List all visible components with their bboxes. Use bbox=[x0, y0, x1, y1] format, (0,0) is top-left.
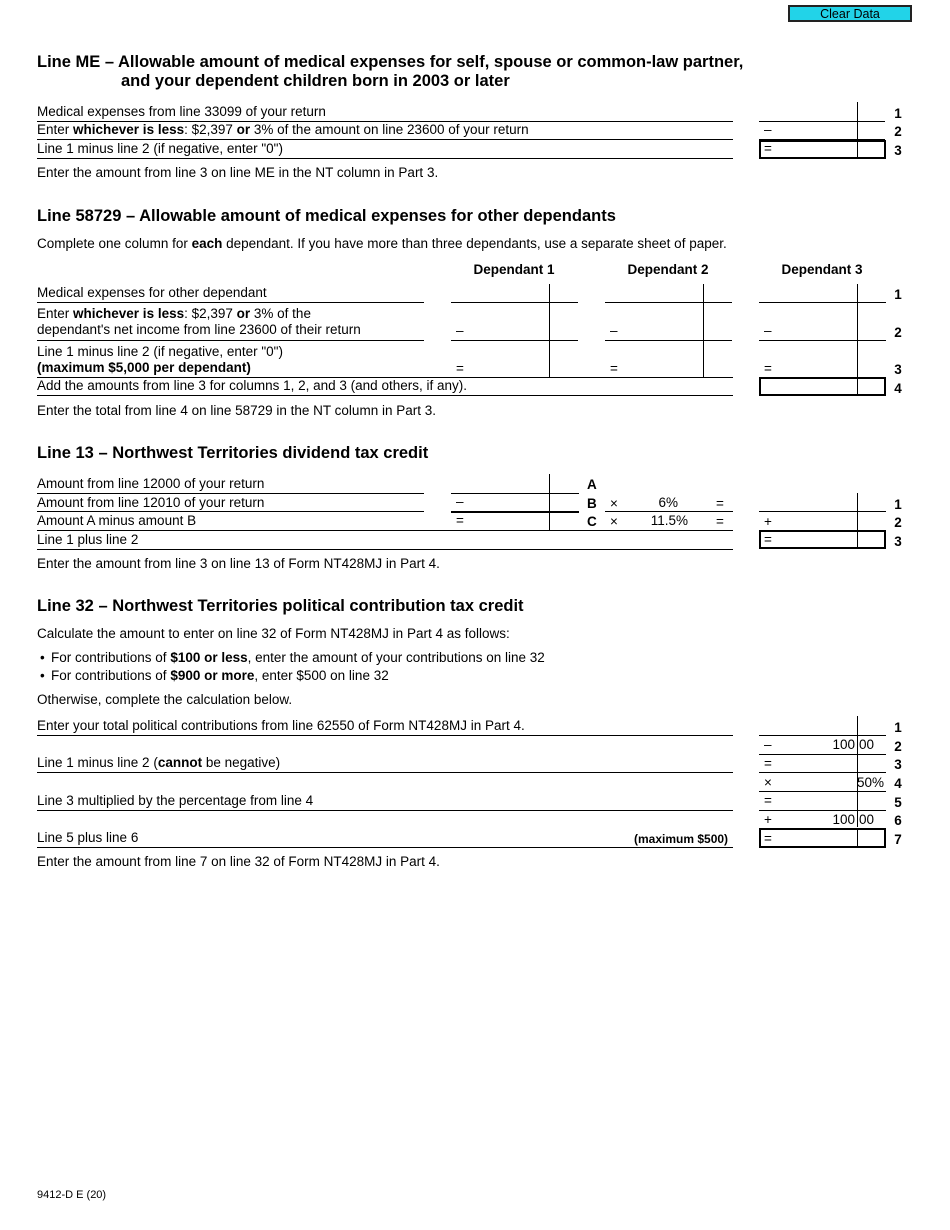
l13-amount-c-input[interactable] bbox=[451, 530, 579, 531]
l13-line3-box[interactable] bbox=[759, 530, 886, 549]
me-row1-label: Medical expenses from line 33099 of your return bbox=[37, 104, 326, 119]
section-13-title: Line 13 – Northwest Territories dividend tax credit bbox=[37, 444, 429, 462]
l32-note: Enter the amount from line 7 on line 32 of Form NT428MJ in Part 4. bbox=[37, 854, 440, 869]
form-code-footer: 9412-D E (20) bbox=[37, 1189, 107, 1201]
equals-sign: = bbox=[764, 532, 772, 547]
d-line4-total-box[interactable] bbox=[759, 377, 886, 396]
d-row3-label: Line 1 minus line 2 (if negative, enter "0") bbox=[37, 344, 283, 359]
l32-row7-label: Line 5 plus line 6 bbox=[37, 830, 139, 845]
bullet-icon: • bbox=[40, 668, 45, 683]
section-32-title: Line 32 – Northwest Territories political contribution tax credit bbox=[37, 597, 524, 615]
line-number: 7 bbox=[894, 832, 902, 847]
section-58729-title: Line 58729 – Allowable amount of medical expenses for other dependants bbox=[37, 207, 616, 225]
minus-sign: – bbox=[764, 737, 772, 752]
l32-otherwise: Otherwise, complete the calculation below. bbox=[37, 692, 293, 707]
l13-row3-label: Amount A minus amount B bbox=[37, 513, 197, 528]
l32-line6-dollars: 100 bbox=[832, 812, 855, 827]
l32-bullet1: For contributions of $100 or less, enter the amount of your contributions on line 32 bbox=[51, 650, 545, 665]
line-number: 3 bbox=[894, 362, 902, 377]
l32-line6-cents: 00 bbox=[859, 812, 875, 827]
equals-sign: = bbox=[456, 361, 464, 376]
dependant1-line3-input[interactable] bbox=[451, 377, 578, 378]
letter-a: A bbox=[587, 477, 597, 492]
me-row3-label: Line 1 minus line 2 (if negative, enter "0") bbox=[37, 141, 283, 156]
letter-b: B bbox=[587, 496, 597, 511]
minus-sign: – bbox=[610, 323, 618, 338]
times-sign: × bbox=[764, 775, 772, 790]
line-number: 5 bbox=[894, 795, 902, 810]
l32-line2-input[interactable] bbox=[759, 754, 886, 755]
d-note: Enter the total from line 4 on line 58729 in the NT column in Part 3. bbox=[37, 403, 436, 418]
l32-line3-input[interactable] bbox=[759, 772, 886, 773]
d-row4-label: Add the amounts from line 3 for columns 1, 2, and 3 (and others, if any). bbox=[37, 378, 467, 393]
minus-sign: – bbox=[764, 323, 772, 338]
equals-sign: = bbox=[716, 496, 724, 511]
me-row2-label: Enter whichever is less: $2,397 or 3% of the amount on line 23600 of your return bbox=[37, 122, 529, 137]
l32-line7-box[interactable] bbox=[759, 828, 886, 848]
col-header-dependant-2: Dependant 2 bbox=[627, 262, 709, 277]
l32-row1-label: Enter your total political contributions from line 62550 of Form NT428MJ in Part 4. bbox=[37, 718, 525, 733]
l32-maximum: (maximum $500) bbox=[634, 832, 729, 846]
plus-sign: + bbox=[764, 812, 772, 827]
l13-row1-label: Amount from line 12000 of your return bbox=[37, 476, 265, 491]
l32-row3-label: Line 1 minus line 2 (cannot be negative) bbox=[37, 755, 281, 770]
l32-line2-dollars: 100 bbox=[832, 737, 855, 752]
l13-note: Enter the amount from line 3 on line 13 of Form NT428MJ in Part 4. bbox=[37, 556, 440, 571]
minus-sign: – bbox=[456, 323, 464, 338]
equals-sign: = bbox=[456, 513, 464, 528]
line-number: 2 bbox=[894, 739, 902, 754]
line-number: 4 bbox=[894, 776, 902, 791]
l32-line4-percent: 50% bbox=[856, 775, 884, 790]
equals-sign: = bbox=[764, 361, 772, 376]
l13-amount-a-input[interactable] bbox=[451, 493, 579, 494]
dependant2-line2-input[interactable] bbox=[605, 340, 732, 341]
dependant1-line2-input[interactable] bbox=[451, 340, 578, 341]
l32-line1-input[interactable] bbox=[759, 735, 886, 736]
line-number: 3 bbox=[894, 143, 902, 158]
d-row2-label: Enter whichever is less: $2,397 or 3% of the bbox=[37, 306, 311, 321]
line-number: 2 bbox=[894, 515, 902, 530]
l32-line4-input[interactable] bbox=[759, 791, 886, 792]
l32-intro: Calculate the amount to enter on line 32 of Form NT428MJ in Part 4 as follows: bbox=[37, 626, 510, 641]
equals-sign: = bbox=[764, 141, 772, 156]
d-row3-label-cont: (maximum $5,000 per dependant) bbox=[37, 360, 251, 375]
minus-sign: – bbox=[456, 494, 464, 509]
bullet-icon: • bbox=[40, 650, 45, 665]
line-number: 4 bbox=[894, 381, 902, 396]
minus-sign: – bbox=[764, 122, 772, 137]
dependant3-line2-input[interactable] bbox=[759, 340, 886, 341]
section-me-title: Line ME – Allowable amount of medical expenses for self, spouse or common-law partner, bbox=[37, 53, 744, 71]
l32-line2-cents: 00 bbox=[859, 737, 875, 752]
letter-c: C bbox=[587, 514, 597, 529]
dependant3-line1-input[interactable] bbox=[759, 302, 886, 303]
times-sign: × bbox=[610, 496, 618, 511]
equals-sign: = bbox=[610, 361, 618, 376]
me-line1-input[interactable] bbox=[759, 121, 885, 122]
line-number: 2 bbox=[894, 124, 902, 139]
d-row1-label: Medical expenses for other dependant bbox=[37, 285, 267, 300]
section-58729-intro: Complete one column for each dependant. If you have more than three dependants, use a separate sheet of paper. bbox=[37, 236, 727, 251]
line-number: 1 bbox=[894, 106, 902, 121]
line-number: 3 bbox=[894, 534, 902, 549]
line-number: 6 bbox=[894, 813, 902, 828]
equals-sign: = bbox=[716, 514, 724, 529]
col-header-dependant-3: Dependant 3 bbox=[781, 262, 863, 277]
line-number: 2 bbox=[894, 325, 902, 340]
l13-amount-b-input[interactable] bbox=[451, 511, 579, 513]
l32-bullet2: For contributions of $900 or more, enter $500 on line 32 bbox=[51, 668, 389, 683]
l13-line1-input[interactable] bbox=[759, 511, 886, 512]
d-row2-label-cont: dependant's net income from line 23600 of their return bbox=[37, 322, 361, 337]
line-number: 1 bbox=[894, 497, 902, 512]
line-number: 3 bbox=[894, 757, 902, 772]
section-me-title-cont: and your dependent children born in 2003 or later bbox=[121, 72, 510, 90]
clear-data-button[interactable]: Clear Data bbox=[788, 5, 912, 22]
equals-sign: = bbox=[764, 831, 772, 846]
l13-row2-label: Amount from line 12010 of your return bbox=[37, 495, 265, 510]
rate-c: 11.5% bbox=[650, 513, 688, 528]
line-number: 1 bbox=[894, 720, 902, 735]
col-header-dependant-1: Dependant 1 bbox=[473, 262, 555, 277]
dependant2-line3-input[interactable] bbox=[605, 377, 732, 378]
l32-row5-label: Line 3 multiplied by the percentage from line 4 bbox=[37, 793, 314, 808]
plus-sign: + bbox=[764, 514, 772, 529]
me-line3-box[interactable] bbox=[759, 140, 886, 159]
rate-b: 6% bbox=[658, 495, 678, 510]
times-sign: × bbox=[610, 514, 618, 529]
dependant1-line1-input[interactable] bbox=[451, 302, 578, 303]
line-number: 1 bbox=[894, 287, 902, 302]
me-note: Enter the amount from line 3 on line ME in the NT column in Part 3. bbox=[37, 165, 439, 180]
dependant2-line1-input[interactable] bbox=[605, 302, 732, 303]
equals-sign: = bbox=[764, 793, 772, 808]
l13-row4-label: Line 1 plus line 2 bbox=[37, 532, 139, 547]
equals-sign: = bbox=[764, 756, 772, 771]
l32-line5-input[interactable] bbox=[759, 810, 886, 811]
